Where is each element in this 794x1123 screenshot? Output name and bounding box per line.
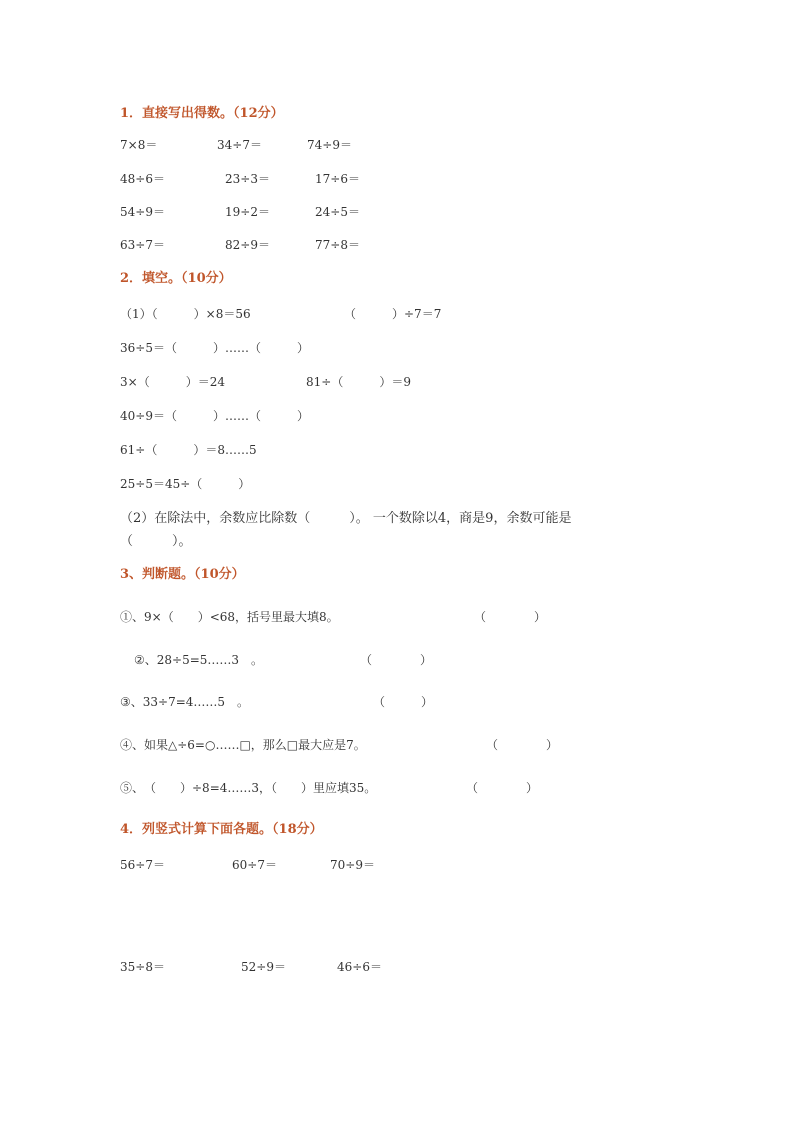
problem: 70÷9＝ [330,858,375,872]
section-2-title: 2．填空。（10分） [120,271,232,286]
problem: 56÷7＝ [120,858,165,872]
problem: 34÷7＝ [217,138,262,152]
section-4-title: 4．列竖式计算下面各题。（18分） [120,822,323,837]
problem: 77÷8＝ [315,238,360,252]
problem: 48÷6＝ [120,172,165,186]
judge-item-text: ②、28÷5=5……3 。 [134,653,264,667]
problem: 46÷6＝ [337,960,382,974]
problem: 52÷9＝ [241,960,286,974]
judge-item-text: ⑤、 （ ）÷8=4……3，（ ）里应填35。 [120,781,377,795]
problem: 23÷3＝ [225,172,270,186]
judge-item-paren: （ ） [373,695,434,709]
section-3-title: 3、判断题。（10分） [120,567,245,582]
fill-blank-line: 40÷9＝（ ）……（ ） [120,409,309,423]
problem: 17÷6＝ [315,172,360,186]
problem: 82÷9＝ [225,238,270,252]
fill-blank-line: （ ）÷7＝7 [344,307,442,321]
problem: 35÷8＝ [120,960,165,974]
fill-blank-line: （1）（ ）×8＝56 [120,307,251,321]
fill-blank-line: 61÷（ ）＝8……5 [120,443,257,457]
problem: 24÷5＝ [315,205,360,219]
problem: 60÷7＝ [232,858,277,872]
fill-blank-paragraph-cont: （ ）。 [120,534,192,549]
judge-item-paren: （ ） [466,781,539,795]
problem: 7×8＝ [120,138,158,152]
judge-item-paren: （ ） [474,610,547,624]
judge-item-text: ③、33÷7=4……5 。 [120,695,250,709]
fill-blank-line: 3×（ ）＝24 [120,375,225,389]
problem: 54÷9＝ [120,205,165,219]
judge-item-paren: （ ） [360,653,433,667]
judge-item-text: ④、如果△÷6=○……□，那么□最大应是7。 [120,738,366,752]
judge-item-paren: （ ） [486,738,559,752]
fill-blank-line: 81÷（ ）＝9 [306,375,411,389]
fill-blank-line: 25÷5＝45÷（ ） [120,477,251,491]
problem: 63÷7＝ [120,238,165,252]
fill-blank-paragraph: （2）在除法中，余数应比除数（ ）。 一个数除以4，商是9，余数可能是 [120,511,572,526]
section-1-title: 1．直接写出得数。（12分） [120,106,284,121]
fill-blank-line: 36÷5＝（ ）……（ ） [120,341,309,355]
judge-item-text: ①、9×（ ）<68，括号里最大填8。 [120,610,339,624]
problem: 19÷2＝ [225,205,270,219]
problem: 74÷9＝ [307,138,352,152]
